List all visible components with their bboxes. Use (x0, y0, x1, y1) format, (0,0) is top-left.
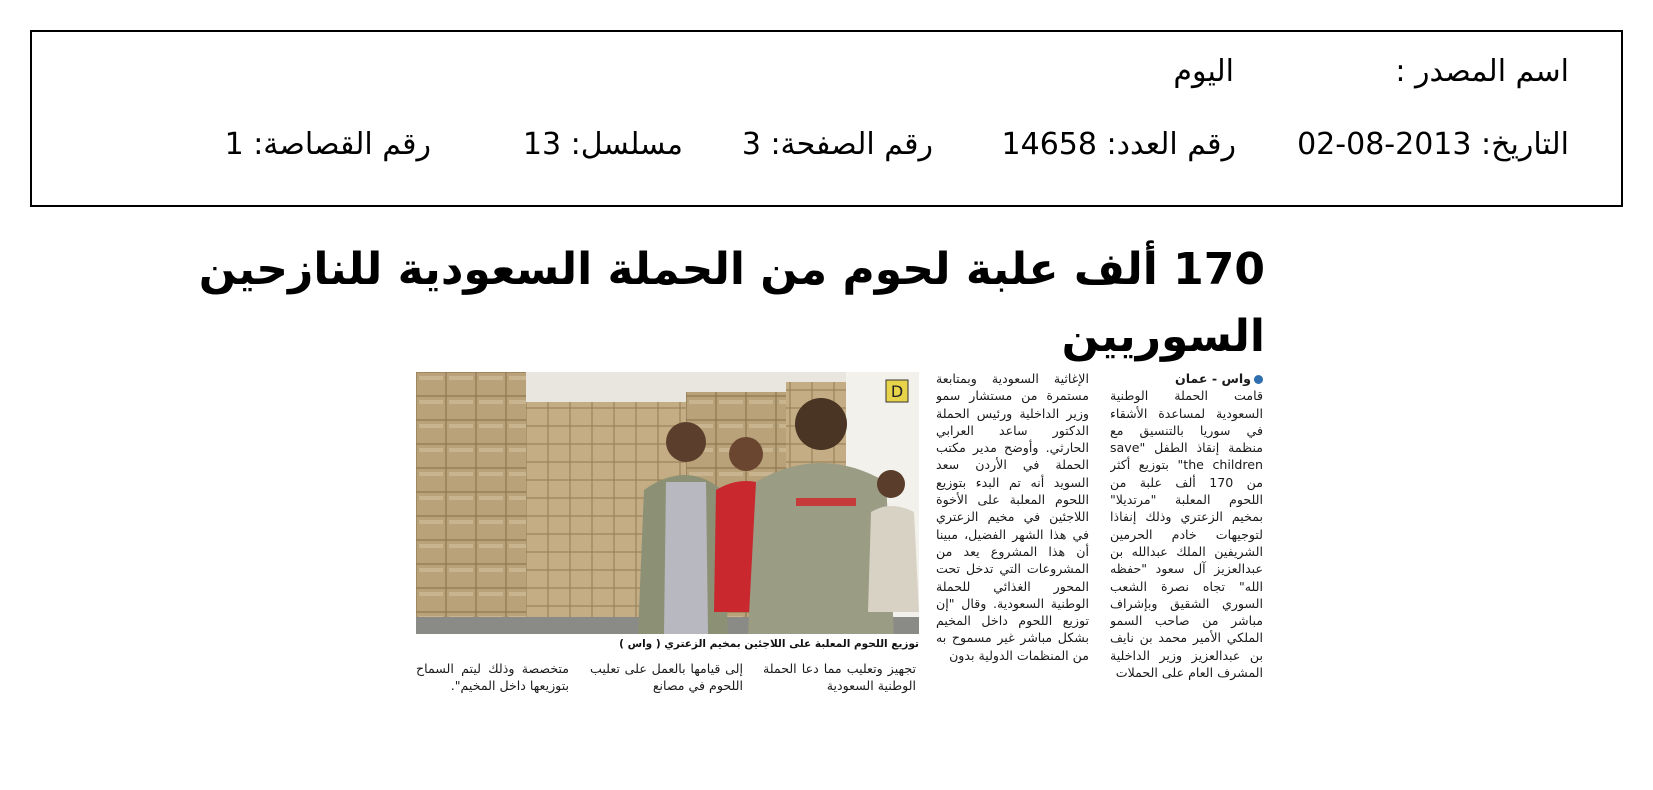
source-info-box (30, 30, 1623, 207)
article-column-3: تجهيز وتعليب مما دعا الحملة الوطنية السعودية (763, 661, 916, 694)
article-column-2: الإغاثية السعودية وبمتابعة مستمرة من مستشار سمو وزير الداخلية ورئيس الحملة الدكتور ساعد العرابي الحارثي. وأوضح مدير مكتب الحملة في الأردن سعد السويد أنه تم البدء بتوزيع اللحوم المعلبة على الأخوة اللاجئين في مخيم الزعتري في هذا الشهر الفضيل، مبينا أن هذا المشروع يعد من المشروعات التي تدخل تحت المحور الغذائي للحملة الوطنية السعودية. وقال "إن توزيع اللحوم داخل المخيم بشكل مباشر غير مسموح به من المنظمات الدولية بدون (936, 371, 1089, 663)
issue-number-field: رقم العدد: 14658 (1001, 127, 1236, 162)
source-value: اليوم (1173, 54, 1234, 89)
article-headline-line2: السوريين (1061, 311, 1265, 362)
warehouse-sign-letter: D (890, 382, 904, 401)
article-column-4: إلى قيامها بالعمل على تعليب اللحوم في مصانع (590, 661, 743, 694)
byline: واس - عمان (1110, 370, 1263, 387)
date-field: التاريخ: 2013-08-02 (1297, 127, 1569, 162)
page-number-field: رقم الصفحة: 3 (741, 127, 933, 162)
serial-field: مسلسل: 13 (522, 127, 683, 162)
article-photo (416, 372, 919, 634)
photo-caption: توزيع اللحوم المعلبة على اللاجئين بمخيم الزعتري ( واس ) (619, 638, 919, 650)
article-headline-line1: 170 ألف علبة لحوم من الحملة السعودية للنازحين (198, 244, 1265, 295)
warehouse-photo-illustration (416, 372, 919, 634)
article-column-5: متخصصة وذلك ليتم السماح بتوزيعها داخل المخيم". (416, 661, 569, 694)
bullet-dot-icon (1254, 375, 1263, 384)
source-label: اسم المصدر : (1395, 54, 1569, 89)
clip-number-field: رقم القصاصة: 1 (224, 127, 431, 162)
article-column-1 (1110, 370, 1263, 700)
column-1-text: قامت الحملة الوطنية السعودية لمساعدة الأشقاء في سوريا بالتنسيق مع منظمة إنقاذ الطفل "save the children" بتوزيع أكثر من 170 ألف علبة من اللحوم المعلبة "مرتديلا" بمخيم الزعتري وذلك إنفاذا لتوجيهات خادم الحرمين الشريفين الملك عبدالله بن عبدالعزيز آل سعود "حفظه الله" تجاه نصرة الشعب السوري الشقيق وبإشراف مباشر من صاحب السمو الملكي الأمير محمد بن نايف بن عبدالعزيز وزير الداخلية المشرف العام على الحملات (1110, 388, 1263, 681)
